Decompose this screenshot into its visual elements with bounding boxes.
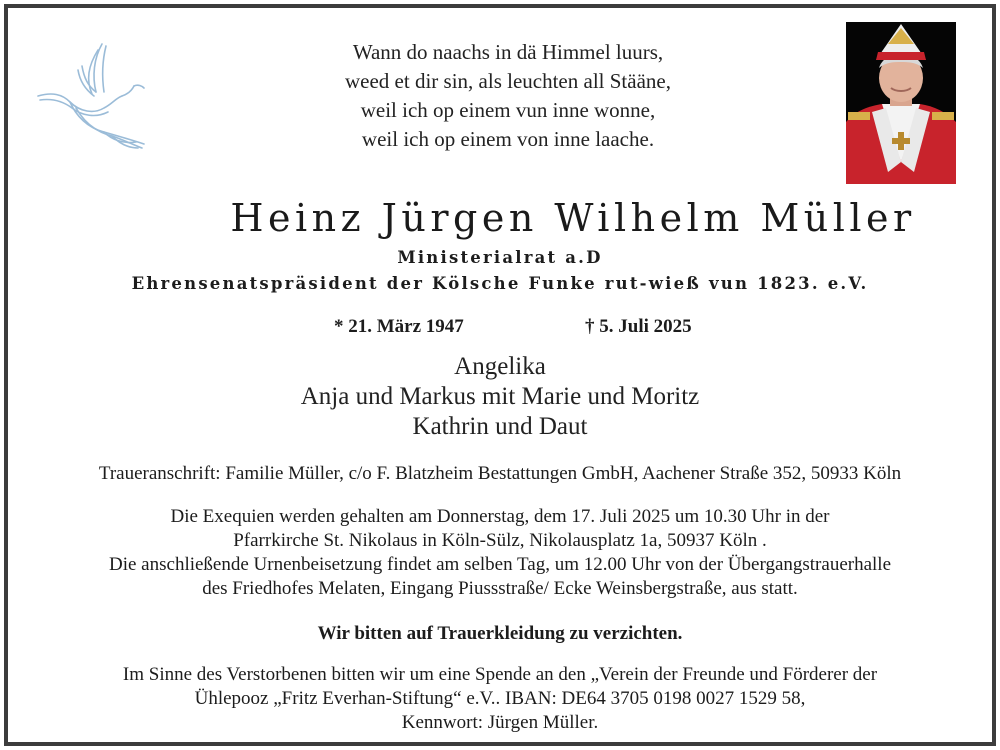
- poem-line: weil ich op einem von inne laache.: [361, 127, 655, 151]
- poem-line: weed et dir sin, als leuchten all Stääne,: [345, 69, 671, 93]
- service-line: Die anschließende Urnenbeisetzung findet am selben Tag, um 12.00 Uhr von der Übergangstrauerhalle: [109, 554, 891, 575]
- donation-line: Kennwort: Jürgen Müller.: [401, 712, 599, 733]
- donation-info: [8, 663, 992, 735]
- poem-line: Wann do naachs in dä Himmel luurs,: [352, 40, 664, 64]
- deceased-title: Ministerialrat a.D: [397, 248, 603, 267]
- family-member: Kathrin und Daut: [412, 413, 588, 440]
- obituary-frame: [4, 4, 996, 746]
- death-date: † 5. Juli 2025: [585, 316, 692, 337]
- service-line: des Friedhofes Melaten, Eingang Piussstraße/ Ecke Weinsbergstraße, aus statt.: [202, 578, 798, 599]
- poem-line: weil ich op einem vun inne wonne,: [360, 98, 656, 122]
- family-member: Anja und Markus mit Marie und Moritz: [300, 383, 700, 410]
- poem: [258, 38, 758, 154]
- portrait-photo: [846, 22, 956, 184]
- dove-icon: [32, 36, 152, 156]
- service-line: Die Exequien werden gehalten am Donnerstag, dem 17. Juli 2025 um 10.30 Uhr in der: [170, 506, 830, 527]
- family-member: Angelika: [454, 353, 546, 380]
- family-list: [8, 352, 992, 442]
- donation-line: Ühlepooz „Fritz Everhan-Stiftung“ e.V.. IBAN: DE64 3705 0198 0027 1529 58,: [194, 688, 806, 709]
- mourning-address: Traueranschrift: Familie Müller, c/o F. Blatzheim Bestattungen GmbH, Aachener Straße 352, 50933 Köln: [98, 463, 902, 484]
- deceased-honor: Ehrensenatspräsident der Kölsche Funke rut-wieß vun 1823. e.V.: [131, 274, 869, 293]
- donation-line: Im Sinne des Verstorbenen bitten wir um eine Spende an den „Verein der Freunde und Förderer der: [122, 664, 878, 685]
- birth-date: * 21. März 1947: [334, 316, 464, 337]
- deceased-name: Heinz Jürgen Wilhelm Müller: [230, 196, 916, 240]
- service-line: Pfarrkirche St. Nikolaus in Köln-Sülz, Nikolausplatz 1a, 50937 Köln .: [233, 530, 767, 551]
- portrait-image: [846, 22, 956, 184]
- service-details: [8, 505, 992, 601]
- dress-request: Wir bitten auf Trauerkleidung zu verzichten.: [317, 623, 683, 644]
